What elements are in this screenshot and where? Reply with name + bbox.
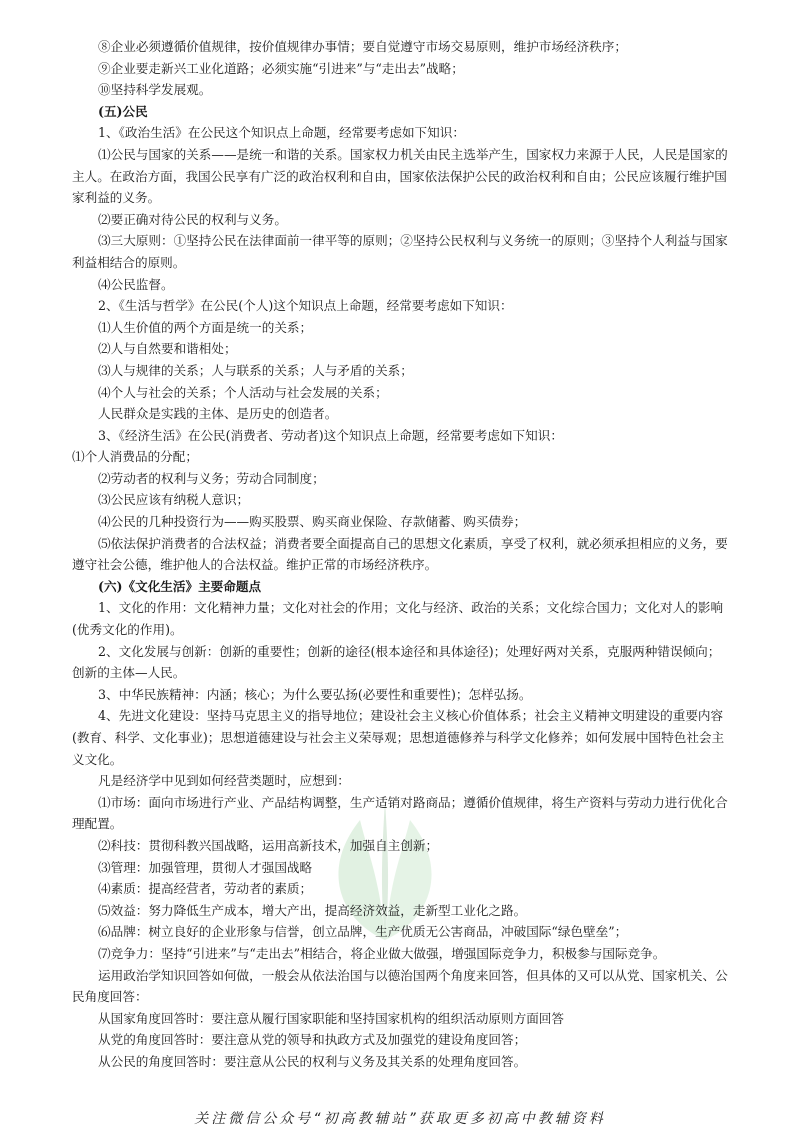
text-line: 4、先进文化建设：坚持马克思主义的指导地位；建设社会主义核心价值体系；社会主义精神文明建设的重要内容(教育、科学、文化事业)；思想道德建设与社会主义荣辱观；思想道德修养与科学文化修养；如何发展中国特色社会主义文化。 <box>72 708 725 767</box>
page-footer: 关注微信公众号“初高教辅站”获取更多初高中教辅资料 <box>194 1111 606 1127</box>
text-line: ⑹品牌：树立良好的企业形象与信誉，创立品牌，生产优质无公害商品，冲破国际“绿色壁垒”； <box>98 924 628 940</box>
text-line: ⑵要正确对待公民的权利与义务。 <box>98 211 287 227</box>
text-line: 2、《生活与哲学》在公民(个人)这个知识点上命题，经常要考虑如下知识： <box>98 298 513 314</box>
text-line: ⑸依法保护消费者的合法权益；消费者要全面提高自己的思想文化素质，享受了权利，就必须承担相应的义务，要遵守社会公德，维护他人的合法权益。维护正常的市场经济秩序。 <box>72 535 728 573</box>
document-body <box>72 36 732 1073</box>
text-line: 凡是经济学中见到如何经营类题时，应想到： <box>98 773 350 789</box>
section-heading: (五)公民 <box>98 103 148 119</box>
text-line: 3、中华民族精神：内涵；核心；为什么要弘扬(必要性和重要性)；怎样弘扬。 <box>98 686 532 702</box>
text-line: 运用政治学知识回答如何做，一般会从依法治国与以德治国两个角度来回答，但具体的又可以从党、国家机关、公民角度回答： <box>72 967 728 1005</box>
text-line: ⑨企业要走新兴工业化道路；必须实施“引进来”与“走出去”战略； <box>98 60 464 76</box>
text-line: ⑩坚持科学发展观。 <box>98 82 212 98</box>
text-line: ⑷公民监督。 <box>98 276 174 292</box>
text-line: 从公民的角度回答时：要注意从公民的权利与义务及其关系的处理角度回答。 <box>98 1053 527 1069</box>
text-line: ⑵人与自然要和谐相处； <box>98 341 237 357</box>
text-line: ⑶人与规律的关系；人与联系的关系；人与矛盾的关系； <box>98 362 413 378</box>
section-heading: (六)《文化生活》主要命题点 <box>98 578 262 594</box>
text-line: ⑧企业必须遵循价值规律，按价值规律办事情；要自觉遵守市场交易原则，维护市场经济秩序； <box>98 39 627 54</box>
text-line: 1、文化的作用：文化精神力量；文化对社会的作用；文化与经济、政治的关系；文化综合国力；文化对人的影响(优秀文化的作用)。 <box>72 600 724 638</box>
text-line: ⑶管理：加强管理，贯彻人才强国战略 <box>98 859 313 875</box>
text-line: ⑴公民与国家的关系——是统一和谐的关系。国家权力机关由民主选举产生，国家权力来源于人民，人民是国家的主人。在政治方面，我国公民享有广泛的政治权利和自由，国家依法保护公民的政治权利和自由；公民应该履行维护国家利益的义务。 <box>72 146 728 206</box>
text-line: ⑺竞争力：坚持“引进来”与“走出去”相结合，将企业做大做强，增强国际竞争力，积极参与国际竞争。 <box>98 945 666 961</box>
text-line: ⑸效益：努力降低生产成本，增大产出，提高经济效益，走新型工业化之路。 <box>98 902 527 918</box>
text-line: 从党的角度回答时：要注意从党的领导和执政方式及加强党的建设角度回答； <box>98 1032 527 1048</box>
text-line: 2、文化发展与创新：创新的重要性；创新的途径(根本途径和具体途径)；处理好两对关系，克服两种错误倾向；创新的主体—人民。 <box>72 643 721 681</box>
text-line: ⑷素质：提高经营者，劳动者的素质； <box>98 881 313 897</box>
text-line: ⑷个人与社会的关系；个人活动与社会发展的关系； <box>98 384 388 400</box>
text-line: ⑶公民应该有纳税人意识； <box>98 492 250 508</box>
text-line: ⑵科技：贯彻科教兴国战略，运用高新技术，加强自主创新； <box>98 837 439 853</box>
text-line: ⑴市场：面向市场进行产业、产品结构调整，生产适销对路商品；遵循价值规律，将生产资料与劳动力进行优化合理配置。 <box>72 794 728 832</box>
text-line: ⑷公民的几种投资行为——购买股票、购买商业保险、存款储蓄、购买债券； <box>98 514 527 530</box>
text-line: 3、《经济生活》在公民(消费者、劳动者)这个知识点上命题，经常要考虑如下知识： <box>98 427 563 443</box>
text-line: 人民群众是实践的主体、是历史的创造者。 <box>98 406 338 422</box>
text-line: 从国家角度回答时：要注意从履行国家职能和坚持国家机构的组织活动原则方面回答 <box>98 1010 564 1026</box>
text-line: ⑴个人消费品的分配； <box>72 449 198 465</box>
text-line: ⑵劳动者的权利与义务；劳动合同制度； <box>98 470 325 486</box>
text-line: 1、《政治生活》在公民这个知识点上命题，经常要考虑如下知识： <box>98 125 465 141</box>
text-line: ⑴人生价值的两个方面是统一的关系； <box>98 319 313 335</box>
text-line: ⑶三大原则：①坚持公民在法律面前一律平等的原则；②坚持公民权利与义务统一的原则；③坚持个人利益与国家利益相结合的原则。 <box>72 233 728 270</box>
